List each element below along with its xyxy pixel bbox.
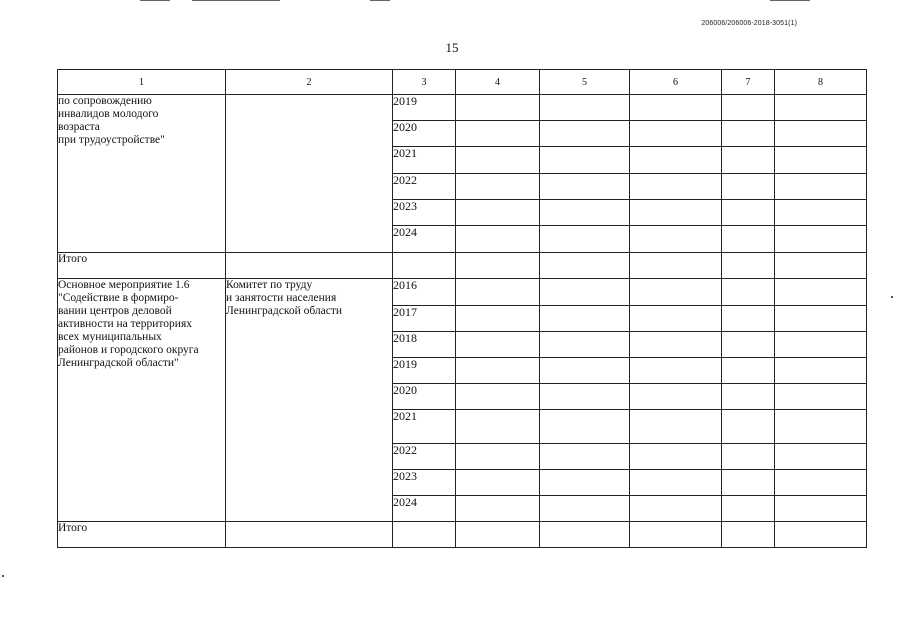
value-cell [630,279,722,306]
value-cell [630,306,722,332]
scan-speck [2,575,4,577]
year-cell: 2018 [393,332,456,358]
value-cell [775,384,867,410]
value-cell [775,358,867,384]
value-cell [775,147,867,174]
value-cell [722,522,775,548]
column-header: 7 [722,70,775,95]
value-cell [775,444,867,470]
value-cell [630,358,722,384]
column-header: 4 [456,70,540,95]
value-cell [630,121,722,147]
value-cell [540,306,630,332]
value-cell [630,444,722,470]
scan-artifact-line [140,0,170,1]
value-cell [226,522,393,548]
value-cell [630,95,722,121]
value-cell [393,522,456,548]
value-cell [722,332,775,358]
column-header: 6 [630,70,722,95]
value-cell [775,95,867,121]
year-cell: 2017 [393,306,456,332]
value-cell [456,226,540,253]
measure-description: Основное мероприятие 1.6 "Содействие в формиро- вании центров деловой активности на территориях всех муниципальных районов и городского округа Ленинградской области" [58,279,226,522]
data-table [57,69,867,548]
value-cell [722,496,775,522]
value-cell [456,470,540,496]
value-cell [722,410,775,444]
value-cell [456,306,540,332]
value-cell [722,306,775,332]
value-cell [722,200,775,226]
value-cell [540,410,630,444]
value-cell [775,496,867,522]
value-cell [456,174,540,200]
value-cell [630,332,722,358]
value-cell [540,358,630,384]
value-cell [775,226,867,253]
column-header: 1 [58,70,226,95]
value-cell [456,121,540,147]
total-label: Итого [58,522,226,548]
year-cell: 2024 [393,496,456,522]
value-cell [630,253,722,279]
value-cell [775,174,867,200]
value-cell [456,147,540,174]
value-cell [722,174,775,200]
table-row [58,279,867,306]
value-cell [722,384,775,410]
value-cell [775,121,867,147]
value-cell [540,200,630,226]
value-cell [456,522,540,548]
value-cell [456,410,540,444]
value-cell [456,279,540,306]
value-cell [456,444,540,470]
value-cell [540,95,630,121]
column-header: 5 [540,70,630,95]
column-header: 3 [393,70,456,95]
value-cell [456,358,540,384]
value-cell [722,226,775,253]
table-row [58,95,867,121]
column-header: 2 [226,70,393,95]
year-cell: 2020 [393,384,456,410]
value-cell [722,358,775,384]
value-cell [540,384,630,410]
scan-artifact-line [370,0,390,1]
value-cell [540,332,630,358]
value-cell [630,384,722,410]
year-cell: 2016 [393,279,456,306]
value-cell [540,121,630,147]
value-cell [540,253,630,279]
value-cell [540,147,630,174]
value-cell [540,496,630,522]
value-cell [630,410,722,444]
value-cell [722,444,775,470]
value-cell [630,470,722,496]
measure-description: по сопровождению инвалидов молодого возраста при трудоустройстве" [58,95,226,253]
value-cell [775,279,867,306]
value-cell [630,522,722,548]
value-cell [775,253,867,279]
value-cell [775,410,867,444]
value-cell [226,253,393,279]
year-cell: 2021 [393,147,456,174]
value-cell [722,279,775,306]
value-cell [456,200,540,226]
value-cell [722,470,775,496]
column-header: 8 [775,70,867,95]
scan-artifact-line [770,0,810,1]
executor-cell [226,95,393,253]
value-cell [722,147,775,174]
year-cell: 2022 [393,174,456,200]
header-row [58,70,867,95]
scan-speck [891,296,893,298]
year-cell: 2019 [393,358,456,384]
value-cell [456,384,540,410]
value-cell [456,253,540,279]
scan-artifact-line [192,0,280,1]
value-cell [630,200,722,226]
value-cell [456,95,540,121]
value-cell [630,174,722,200]
value-cell [775,332,867,358]
year-cell: 2023 [393,200,456,226]
value-cell [456,332,540,358]
document-code: 206006/206006-2018-3051(1) [701,20,797,27]
value-cell [393,253,456,279]
value-cell [630,496,722,522]
value-cell [540,174,630,200]
value-cell [540,444,630,470]
value-cell [540,226,630,253]
year-cell: 2021 [393,410,456,444]
value-cell [775,470,867,496]
year-cell: 2020 [393,121,456,147]
page-number: 15 [445,40,459,55]
value-cell [456,496,540,522]
value-cell [540,470,630,496]
value-cell [630,226,722,253]
value-cell [775,200,867,226]
year-cell: 2022 [393,444,456,470]
value-cell [722,253,775,279]
total-label: Итого [58,253,226,279]
value-cell [775,306,867,332]
year-cell: 2023 [393,470,456,496]
executor-cell: Комитет по труду и занятости населения Ленинградской области [226,279,393,522]
year-cell: 2024 [393,226,456,253]
total-row [58,522,867,548]
value-cell [540,279,630,306]
year-cell: 2019 [393,95,456,121]
total-row [58,253,867,279]
value-cell [775,522,867,548]
value-cell [722,121,775,147]
value-cell [630,147,722,174]
value-cell [722,95,775,121]
value-cell [540,522,630,548]
